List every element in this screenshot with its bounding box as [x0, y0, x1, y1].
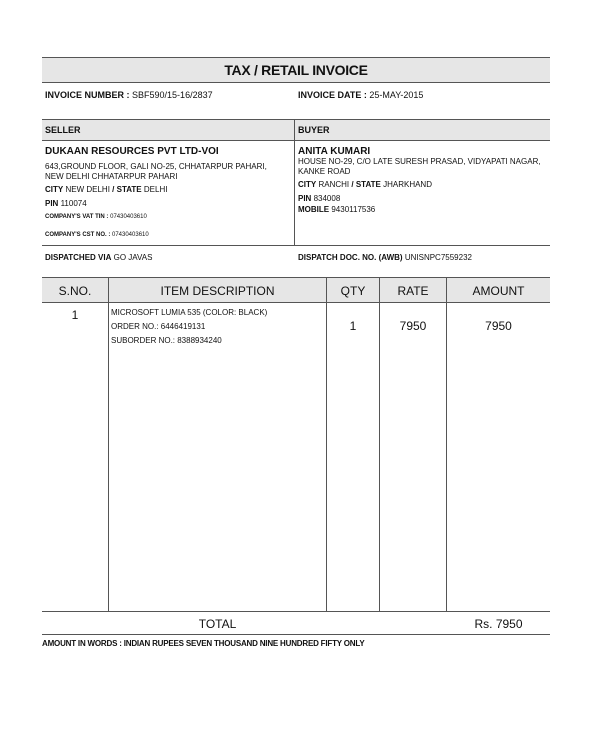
seller-state-label: / STATE [112, 185, 142, 194]
dispatch-doc: UNISNPC7559232 [404, 253, 472, 262]
col-header-sno: S.NO. [58, 284, 92, 298]
party-header-top-rule [42, 119, 550, 120]
invoice-date-row [298, 90, 423, 100]
seller-state: DELHI [143, 185, 168, 194]
buyer-state: JHARKHAND [383, 180, 432, 189]
row-order-no: ORDER NO.: 6446419131 [111, 322, 206, 331]
buyer-name: ANITA KUMARI [298, 146, 371, 157]
title-bottom-rule [42, 82, 550, 83]
buyer-mobile: 9430117536 [331, 205, 376, 214]
col-header-rate: RATE [397, 284, 429, 298]
buyer-mobile-row [298, 205, 375, 214]
buyer-pin-label: PIN [298, 194, 312, 203]
party-bottom-rule [42, 245, 550, 246]
total-label: TOTAL [198, 617, 237, 631]
seller-name: DUKAAN RESOURCES PVT LTD-VOI [45, 146, 219, 157]
dispatch-doc-label: DISPATCH DOC. NO. (AWB) [298, 253, 403, 262]
invoice-date-label: INVOICE DATE : [298, 90, 367, 100]
total-bottom-rule [42, 634, 550, 635]
buyer-state-label: / STATE [351, 180, 381, 189]
col-header-amount: AMOUNT [472, 284, 525, 298]
seller-cst-row [45, 232, 149, 238]
seller-cst: 07430403610 [112, 232, 149, 238]
seller-city: NEW DELHI [65, 185, 110, 194]
seller-cst-label: COMPANY'S CST NO. : [45, 232, 111, 238]
row-description [111, 306, 267, 348]
invoice-number: SBF590/15-16/2837 [132, 90, 213, 100]
row-sno: 1 [71, 308, 79, 322]
invoice-date: 25-MAY-2015 [369, 90, 424, 100]
amount-in-words: AMOUNT IN WORDS : INDIAN RUPEES SEVEN THOUSAND NINE HUNDRED FIFTY ONLY [42, 639, 365, 648]
party-header-bottom-rule [42, 140, 550, 141]
buyer-mobile-label: MOBILE [298, 205, 330, 214]
col-divider-1 [108, 278, 109, 611]
buyer-city: RANCHI [318, 180, 350, 189]
dispatch-doc-row [298, 253, 472, 262]
row-suborder-no: SUBORDER NO.: 8388934240 [111, 336, 222, 345]
dispatched-via-label: DISPATCHED VIA [45, 253, 112, 262]
party-divider [294, 120, 295, 245]
seller-vat-row [45, 214, 147, 220]
buyer-city-row [298, 180, 432, 189]
seller-heading: SELLER [45, 125, 81, 135]
buyer-pin: 834008 [313, 194, 341, 203]
seller-pin: 110074 [60, 199, 87, 208]
table-header-top-rule [42, 277, 550, 278]
buyer-city-label: CITY [298, 180, 317, 189]
row-rate: 7950 [399, 319, 427, 333]
buyer-address: HOUSE NO-29, C/O LATE SURESH PRASAD, VIDYAPATI NAGAR, KANKE ROAD [298, 157, 541, 176]
party-header-bg [42, 120, 550, 140]
total-amount: Rs. 7950 [474, 617, 523, 631]
seller-pin-label: PIN [45, 199, 59, 208]
dispatched-via: GO JAVAS [113, 253, 153, 262]
invoice-number-label: INVOICE NUMBER : [45, 90, 130, 100]
seller-vat: 07430403610 [110, 214, 147, 220]
dispatched-via-row [45, 253, 152, 262]
seller-city-row [45, 185, 167, 194]
buyer-heading: BUYER [298, 125, 330, 135]
seller-vat-label: COMPANY'S VAT TIN : [45, 214, 109, 220]
total-top-rule [42, 611, 550, 612]
col-header-qty: QTY [340, 284, 366, 298]
invoice-number-row [45, 90, 213, 100]
row-amount: 7950 [485, 319, 512, 333]
seller-city-label: CITY [45, 185, 64, 194]
seller-address: 643,GROUND FLOOR, GALI NO-25, CHHATARPUR PAHARI, NEW DELHI CHHATARPUR PAHARI [45, 162, 267, 181]
col-header-description: ITEM DESCRIPTION [160, 284, 275, 298]
row-qty: 1 [349, 319, 357, 333]
buyer-pin-row [298, 194, 340, 203]
invoice-title: TAX / RETAIL INVOICE [42, 58, 550, 82]
seller-pin-row [45, 199, 87, 208]
row-product: MICROSOFT LUMIA 535 (COLOR: BLACK) [111, 308, 268, 317]
table-header-bottom-rule [42, 302, 550, 303]
